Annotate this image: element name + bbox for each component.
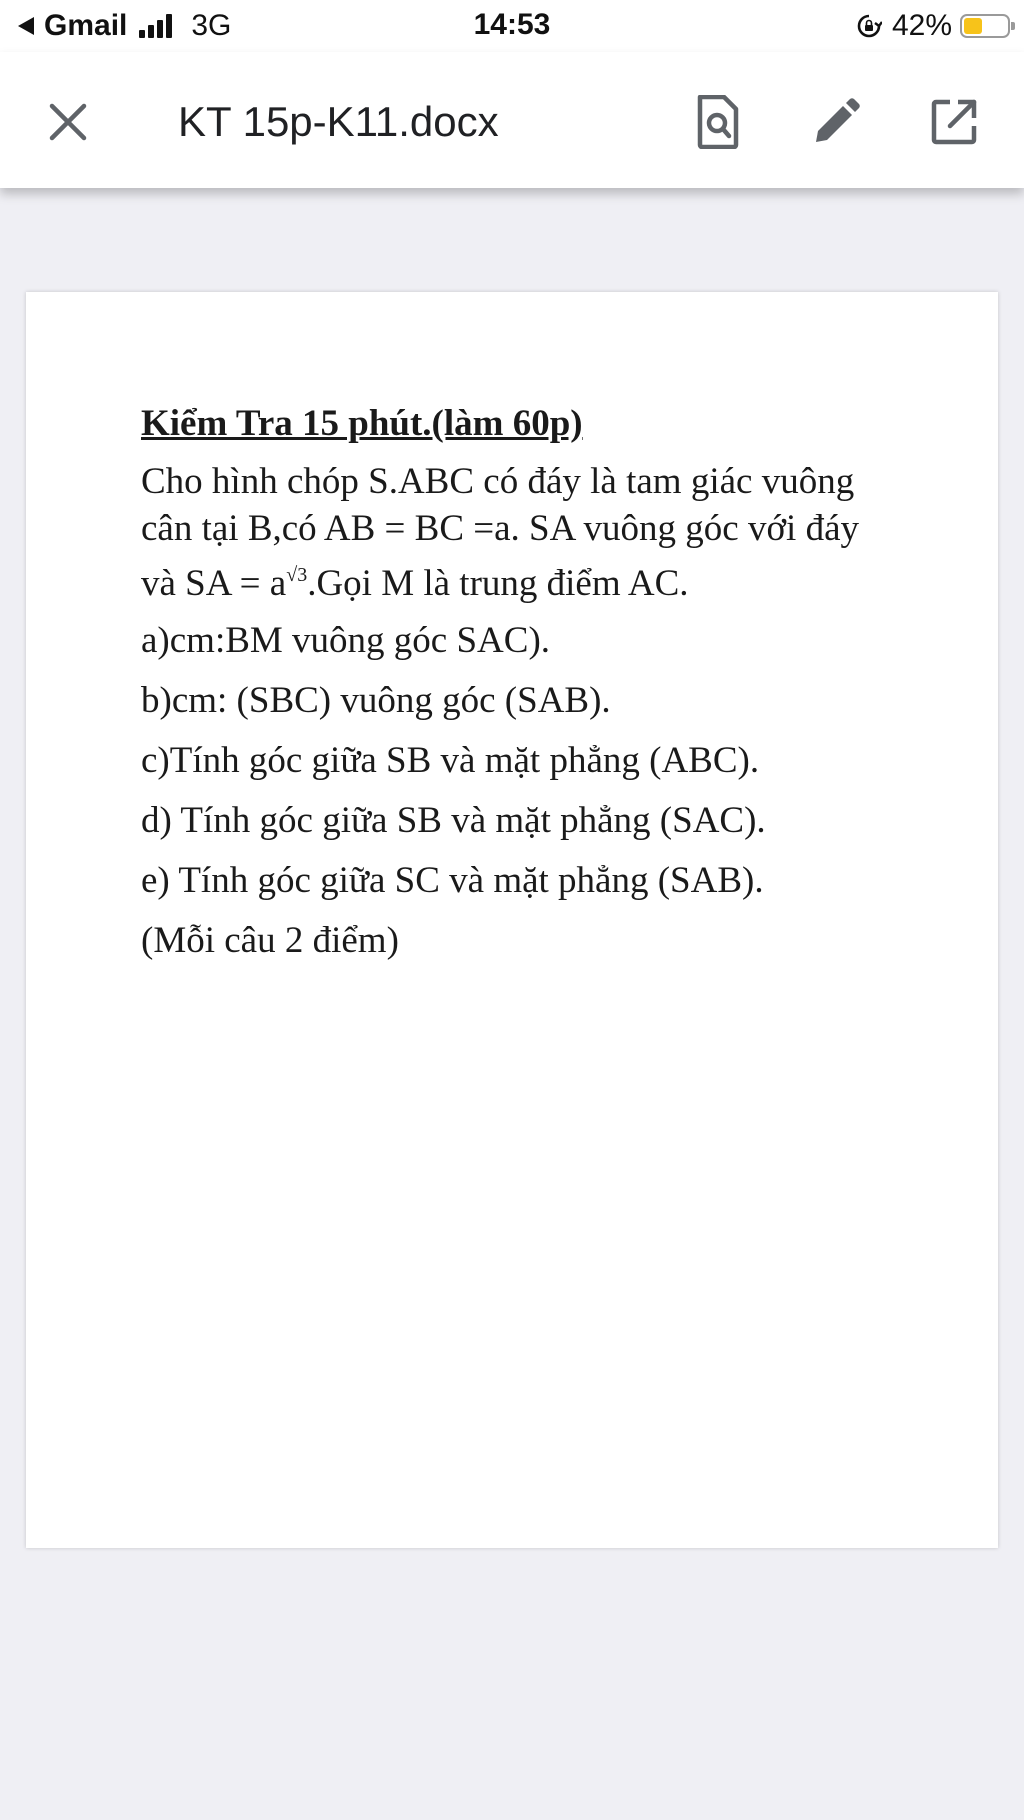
score-note: (Mỗi câu 2 điểm): [141, 920, 399, 961]
close-icon: [48, 102, 88, 142]
battery-fill: [964, 18, 982, 34]
find-in-document-button[interactable]: [684, 88, 752, 156]
pencil-icon: [812, 98, 860, 146]
network-type: 3G: [191, 9, 232, 42]
question-d: d) Tính góc giữa SB và mặt phẳng (SAC).: [141, 800, 766, 841]
sqrt-three: √3: [286, 564, 308, 586]
battery-cap: [1011, 22, 1015, 30]
back-app-label: Gmail: [44, 9, 128, 42]
status-bar: [0, 0, 1024, 52]
edit-button[interactable]: [802, 88, 870, 156]
question-a: a)cm:BM vuông góc SAC).: [141, 620, 551, 661]
open-in-new-button[interactable]: [920, 88, 988, 156]
cellular-signal-icon: [139, 14, 175, 38]
rotation-lock-icon: [856, 13, 882, 39]
back-arrow-icon: [18, 17, 34, 35]
battery-percent: 42%: [891, 9, 952, 42]
question-b: b)cm: (SBC) vuông góc (SAB).: [141, 680, 611, 721]
document-viewer[interactable]: [0, 188, 1024, 1820]
close-button[interactable]: [36, 90, 100, 154]
app-header: [0, 52, 1024, 188]
battery-icon: [960, 14, 1010, 38]
document-title: KT 15p-K11.docx: [178, 98, 499, 145]
find-in-document-icon: [696, 95, 740, 149]
problem-text-part2: .Gọi M là trung điểm AC.: [307, 563, 689, 604]
problem-text-part1: Cho hình chóp S.ABC có đáy là tam giác vuông cân tại B,có AB = BC =a. SA vuông góc với đáy và SA = a: [141, 461, 859, 604]
document-content: [141, 400, 901, 977]
status-right: [856, 8, 1010, 44]
document-page: [26, 292, 998, 1548]
document-heading: Kiểm Tra 15 phút.(làm 60p): [141, 403, 583, 444]
status-time: 14:53: [473, 8, 551, 41]
question-c: c)Tính góc giữa SB và mặt phẳng (ABC).: [141, 740, 760, 781]
open-in-new-icon: [930, 98, 978, 146]
question-e: e) Tính góc giữa SC và mặt phẳng (SAB).: [141, 860, 764, 901]
problem-statement: [141, 458, 901, 607]
back-to-app[interactable]: [18, 8, 231, 44]
